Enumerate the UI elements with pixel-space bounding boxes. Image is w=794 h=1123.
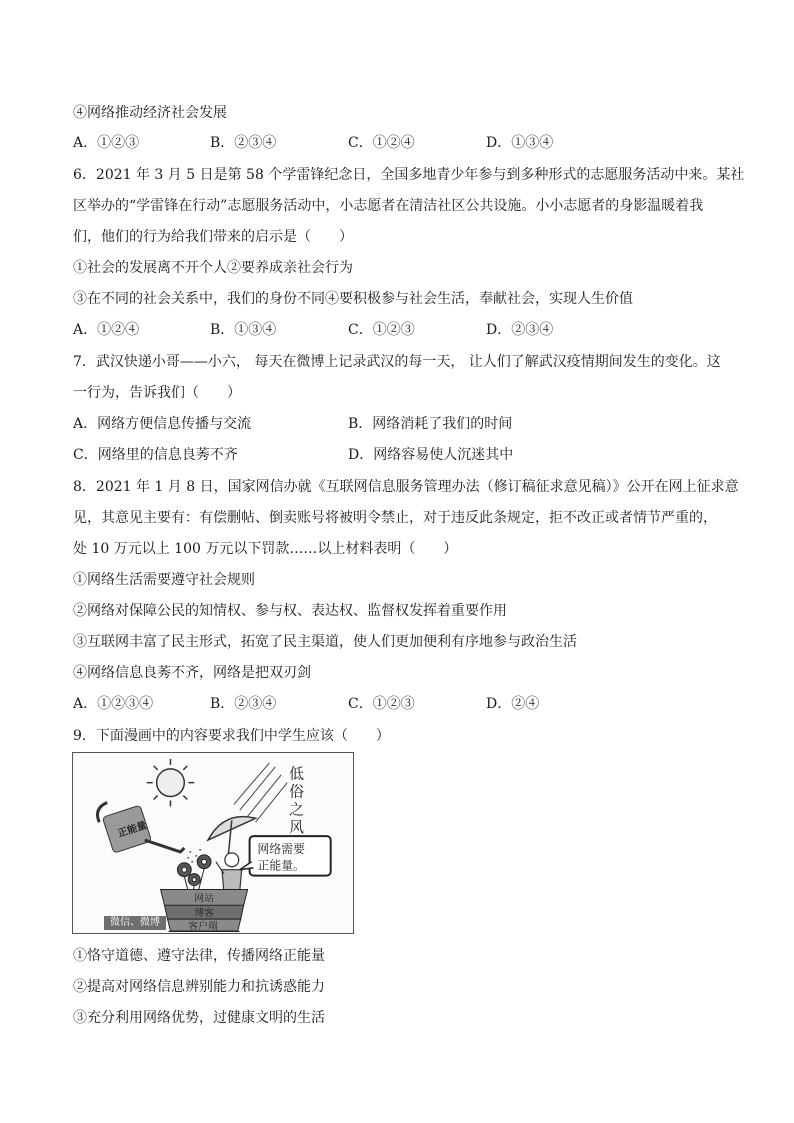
q7-option-b: B．网络消耗了我们的时间 <box>348 416 513 432</box>
q8-stem-line-1: 8．2021 年 1 月 8 日，国家网信办就《互联网信息服务管理办法（修订稿征求意见稿）》公开在网上征求意 <box>73 479 739 495</box>
q6-stem-line-3: 们，他们的行为给我们带来的启示是（ ） <box>73 229 353 245</box>
svg-text:风: 风 <box>289 819 304 837</box>
q7-stem-line-1: 7．武汉快递小哥——小六， 每天在微博上记录武汉的每一天， 让人们了解武汉疫情期间发生的变化。这 <box>73 354 721 370</box>
q7-stem-line-2: 一行为，告诉我们（ ） <box>73 385 241 401</box>
q8-stem-line-3: 处 10 万元以上 100 万元以下罚款……以上材料表明（ ） <box>73 541 458 557</box>
wind-lines <box>234 763 287 822</box>
q8-stem-line-2: 见，其意见主要有：有偿删帖、倒卖账号将被明令禁止，对于违反此条规定，拒不改正或者情节严重的， <box>73 510 717 526</box>
q8-option-b: B．②③④ <box>210 696 277 712</box>
pot-tier-2: 博客 <box>194 908 214 920</box>
svg-text:俗: 俗 <box>289 783 304 801</box>
q6-option-a: A．①②④ <box>73 322 140 338</box>
flower-icon <box>177 855 211 892</box>
bubble-line-1: 网络需要 <box>257 841 305 856</box>
q6-stem-line-1: 6．2021 年 3 月 5 日是第 58 个学雷锋纪念日，全国多地青少年参与到多种形式的志愿服务活动中来。某社 <box>73 167 745 183</box>
flower-pot <box>161 889 248 932</box>
q9-item-3: ③充分利用网络优势，过健康文明的生活 <box>73 1010 325 1026</box>
speech-bubble <box>240 836 331 876</box>
q5-option-d: D．①③④ <box>486 135 554 151</box>
q6-item-2: ③在不同的社会关系中，我们的身份不同④要积极参与社会生活，奉献社会，实现人生价值 <box>73 291 633 307</box>
q7-option-d: D．网络容易使人沉迷其中 <box>348 447 514 463</box>
q8-item-2: ②网络对保障公民的知情权、参与权、表达权、监督权发挥着重要作用 <box>73 603 507 619</box>
q8-option-d: D．②④ <box>486 696 540 712</box>
pot-base <box>168 931 239 932</box>
q8-option-c: C．①②③ <box>348 696 415 712</box>
can-label: 正能量 <box>116 820 149 840</box>
q9-item-2: ②提高对网络信息辨别能力和抗诱惑能力 <box>73 979 325 995</box>
q8-item-3: ③互联网丰富了民主形式，拓宽了民主渠道，使人们更加便利有序地参与政治生活 <box>73 634 577 650</box>
q8-item-1: ①网络生活需要遵守社会规则 <box>73 572 255 588</box>
q6-item-1: ①社会的发展离不开个人②要养成亲社会行为 <box>73 260 353 276</box>
pot-tier-1: 网站 <box>194 893 214 905</box>
wind-text <box>289 766 304 836</box>
bubble-line-2: 正能量。 <box>257 858 305 873</box>
q7-option-a: A．网络方便信息传播与交流 <box>73 416 252 432</box>
student-figure <box>216 853 242 892</box>
q8-item-4: ④网络信息良莠不齐，网络是把双刃剑 <box>73 665 311 681</box>
svg-text:低: 低 <box>289 765 304 783</box>
q5-option-b: B．②③④ <box>210 135 277 151</box>
q7-option-c: C．网络里的信息良莠不齐 <box>73 447 238 463</box>
q5-option-c: C．①②④ <box>348 135 415 151</box>
q6-option-c: C．①②③ <box>348 322 415 338</box>
pot-tier-3: 客户端 <box>188 921 218 933</box>
pot-tier-4: 微信、微博 <box>104 916 166 930</box>
q6-option-d: D．②③④ <box>486 322 554 338</box>
q9-stem: 9．下面漫画中的内容要求我们中学生应该（ ） <box>73 728 390 744</box>
watering-can-icon <box>97 802 203 862</box>
sun-icon <box>147 759 194 806</box>
q6-stem-line-2: 区举办的“学雷锋在行动”志愿服务活动中，小志愿者在清洁社区公共设施。小小志愿者的身影温暖着我 <box>73 198 704 214</box>
q5-option-a: A．①②③ <box>73 135 140 151</box>
svg-text:之: 之 <box>289 801 304 819</box>
q9-item-1: ①恪守道德、遵守法律，传播网络正能量 <box>73 948 325 964</box>
q6-option-b: B．①③④ <box>210 322 277 338</box>
q5-item-4: ④网络推动经济社会发展 <box>73 105 227 121</box>
q9-cartoon <box>72 752 354 934</box>
q8-option-a: A．①②③④ <box>73 696 154 712</box>
cartoon-illustration <box>73 753 353 933</box>
